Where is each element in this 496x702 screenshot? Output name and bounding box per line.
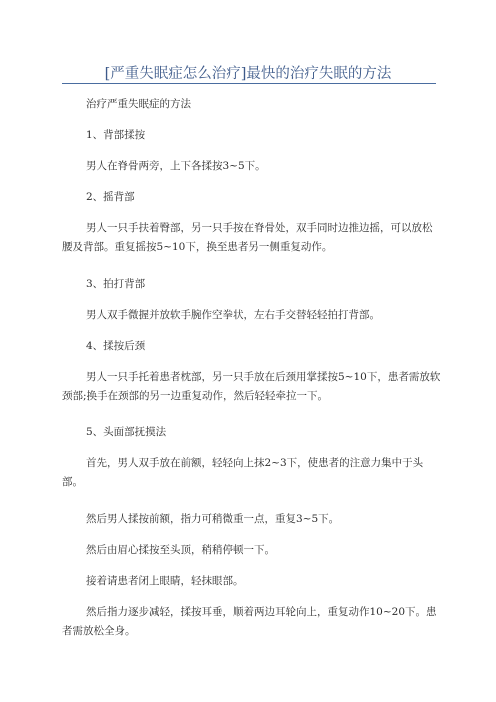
paragraph: 男人一只手扶着臀部，另一只手按在脊骨处，双手同时边推边摇，可以放松腰及背部。重复摇按5~10下，换至患者另一侧重复动作。 [62,222,433,253]
step-heading: 5、头面部抚摸法 [86,426,167,438]
paragraph: 接着请患者闭上眼睛，轻抹眼部。 [86,575,244,587]
document-title: [严重失眠症怎么治疗]最快的治疗失眠的方法 [104,66,392,82]
paragraph: 男人一只手托着患者枕部，另一只手放在后颈用掌揉按5~10下，患者需放软颈部;换手在颈部的另一边重复动作，然后轻轻牵拉一下。 [62,371,441,402]
step-heading: 2、摇背部 [86,191,135,203]
section-heading: 治疗严重失眠症的方法 [86,98,191,110]
paragraph: 然后男人揉按前额，指力可稍微重一点，重复3~5下。 [86,513,340,525]
paragraph: 然后由眉心揉按至头顶，稍稍停顿一下。 [86,544,275,556]
title-underline [62,83,436,84]
paragraph: 男人双手微握并放软手腕作空拳状，左右手交替轻轻拍打背部。 [86,309,380,321]
paragraph: 男人在脊骨两旁，上下各揉按3~5下。 [86,160,266,172]
step-heading: 3、拍打背部 [86,278,146,290]
step-heading: 1、背部揉按 [86,129,146,141]
paragraph: 然后指力逐步减轻，揉按耳垂，顺着两边耳轮向上，重复动作10~20下。患者需放松全身。 [62,606,437,637]
paragraph: 首先，男人双手放在前额，轻轻向上抹2~3下，使患者的注意力集中于头部。 [62,457,424,488]
step-heading: 4、揉按后颈 [86,340,146,352]
